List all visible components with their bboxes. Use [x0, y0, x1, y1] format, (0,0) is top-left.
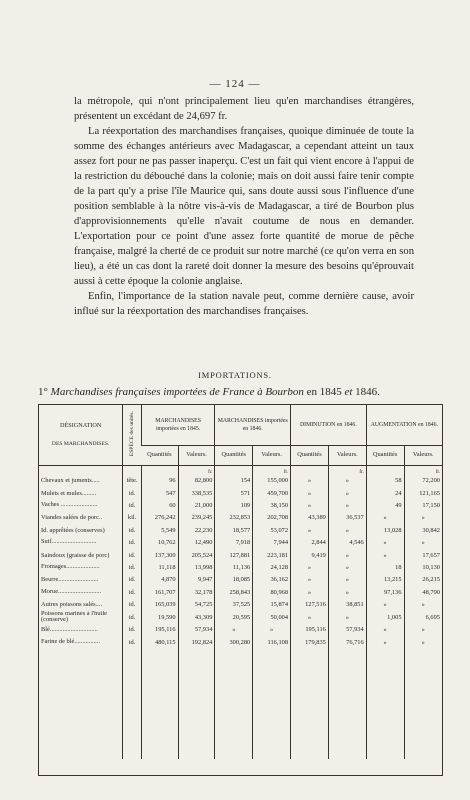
cell-vd: »: [328, 611, 366, 624]
cell-vd: »: [328, 475, 366, 487]
cell-qd: »: [291, 586, 329, 598]
section-title: IMPORTATIONS.: [198, 370, 272, 380]
col-group-diminution: DIMINUTION en 1846.: [291, 405, 367, 445]
cell-qd: »: [291, 574, 329, 586]
cell-q46: 37,525: [215, 598, 253, 610]
cell-q46: 18,577: [215, 524, 253, 536]
cell-q45: 4,870: [141, 574, 178, 586]
cell-qa: 58: [366, 475, 404, 487]
unit-row: [39, 465, 442, 475]
col-group-1846: MARCHANDISES importées en 1846.: [215, 405, 291, 445]
cell-v45: 9,947: [178, 574, 215, 586]
col-header-designation: [39, 405, 123, 465]
table-row: [39, 512, 442, 524]
cell-q46: 18,085: [215, 574, 253, 586]
col-header-valeurs: Valeurs.: [404, 445, 442, 465]
cell-unit: id.: [123, 524, 141, 536]
cell-v46: 50,004: [253, 611, 291, 624]
cell-v46: »: [253, 624, 291, 636]
cell-v45: 239,245: [178, 512, 215, 524]
cell-qa: »: [366, 512, 404, 524]
cell-va: 121,165: [404, 487, 442, 499]
cell-name: Beurre.........................: [41, 575, 99, 583]
cell-v46: 80,968: [253, 586, 291, 598]
cell-q45: 19,590: [141, 611, 178, 624]
cell-v46: 155,000: [253, 475, 291, 487]
cell-q46: 571: [215, 487, 253, 499]
cell-qd: 195,116: [291, 624, 329, 636]
cell-vd: »: [328, 574, 366, 586]
cell-va: 26,215: [404, 574, 442, 586]
cell-unit: id.: [123, 598, 141, 610]
cell-unit: id.: [123, 586, 141, 598]
cell-q46: 258,843: [215, 586, 253, 598]
cell-v46: 24,128: [253, 561, 291, 573]
designation-label: DÉSIGNATION: [60, 421, 102, 429]
cell-name: Mulets et mules.........: [41, 489, 97, 497]
imports-table: [38, 404, 443, 776]
cell-q46: 7,918: [215, 536, 253, 548]
cell-qd: 179,835: [291, 636, 329, 648]
cell-v46: 116,108: [253, 636, 291, 648]
cell-v45: 205,524: [178, 549, 215, 561]
cell-v46: 15,874: [253, 598, 291, 610]
cell-q45: 96: [141, 475, 178, 487]
col-header-espece: ESPÈCE des unités.: [123, 405, 141, 465]
table-row: [39, 499, 442, 511]
col-header-valeurs: Valeurs.: [328, 445, 366, 465]
cell-qa: 18: [366, 561, 404, 573]
cell-va: »: [404, 536, 442, 548]
cell-v45: 338,535: [178, 487, 215, 499]
cell-name: Chevaux et juments.....: [41, 477, 100, 485]
cell-qd: »: [291, 561, 329, 573]
cell-qa: »: [366, 598, 404, 610]
cell-v46: 202,708: [253, 512, 291, 524]
fr-label: fr.: [328, 465, 366, 475]
table-row: [39, 574, 442, 586]
cell-name: Blé..............................: [41, 625, 98, 633]
cell-qa: 13,028: [366, 524, 404, 536]
cell-qd: 9,419: [291, 549, 329, 561]
cell-v45: 12,490: [178, 536, 215, 548]
cell-q46: 300,280: [215, 636, 253, 648]
col-header-valeurs: Valeurs.: [178, 445, 215, 465]
cell-q46: 109: [215, 499, 253, 511]
cell-name: Morue...........................: [41, 587, 102, 595]
cell-vd: 76,716: [328, 636, 366, 648]
cell-v46: 7,944: [253, 536, 291, 548]
cell-v45: 54,725: [178, 598, 215, 610]
paragraph: La réexportation des marchandises françaises, quoique diminuée de toute la somme des échanges antérieurs avec Madagascar, a cependant atteint un taux assez fort pour ne pas passer inaperçu. C'est un fait qui vient encore à l'appui de la restriction du débouché dans la colonie; mais on doit aussi faire tenir compte de la part qu'y a prise l'île Maurice qui, sans doute aussi sous l'influence d'une position semblable à la nôtre vis-à-vis de Madagascar, a tiré de Bourbon plus d'approvisionnements qu'elle n'avait coutume de nous en demander. L'exportation pour ce point d'une assez forte quantité de morue de pêche française, malgré la cherté de ce produit sur notre marché (ce qu'on verra en son lieu), a été un cas dont la rareté doit donner la mesure des besoins qu'éprouvait aussi à cette époque la colonie anglaise.: [74, 126, 414, 287]
cell-name: Id. apprêtées (conserves): [41, 526, 105, 534]
cell-q46: 11,136: [215, 561, 253, 573]
cell-vd: »: [328, 499, 366, 511]
cell-q45: 161,707: [141, 586, 178, 598]
cell-v46: 459,700: [253, 487, 291, 499]
cell-v45: 43,309: [178, 611, 215, 624]
cell-name: Saindoux (graisse de porc): [41, 551, 110, 559]
table-row: [39, 598, 442, 610]
cell-unit: id.: [123, 561, 141, 573]
cell-unit: id.: [123, 611, 141, 624]
cell-va: 17,657: [404, 549, 442, 561]
cell-qa: 24: [366, 487, 404, 499]
cell-qd: »: [291, 499, 329, 511]
cell-qa: »: [366, 536, 404, 548]
cell-qa: 49: [366, 499, 404, 511]
cell-v45: 32,178: [178, 586, 215, 598]
table-row: [39, 549, 442, 561]
col-header-quantites: Quantités: [215, 445, 253, 465]
page-number: — 124 —: [209, 78, 261, 90]
cell-v45: 82,800: [178, 475, 215, 487]
cell-va: 10,130: [404, 561, 442, 573]
cell-unit: id.: [123, 624, 141, 636]
cell-q45: 480,115: [141, 636, 178, 648]
paragraph: Enfin, l'importance de la station navale peut, comme dernière cause, avoir influé sur la réexportation des marchandises françaises.: [74, 291, 414, 317]
cell-qd: »: [291, 524, 329, 536]
cell-qd: 127,516: [291, 598, 329, 610]
table-row: [39, 636, 442, 648]
cell-q45: 195,116: [141, 624, 178, 636]
cell-va: 30,842: [404, 524, 442, 536]
cell-q46: »: [215, 624, 253, 636]
cell-q45: 5,549: [141, 524, 178, 536]
cell-qa: »: [366, 549, 404, 561]
cell-va: »: [404, 598, 442, 610]
cell-vd: »: [328, 487, 366, 499]
cell-v45: 13,998: [178, 561, 215, 573]
cell-unit: id.: [123, 636, 141, 648]
cell-unit: id.: [123, 574, 141, 586]
cell-va: »: [404, 512, 442, 524]
cell-qd: »: [291, 611, 329, 624]
cell-unit: tête.: [123, 475, 141, 487]
cell-name: Suif............................: [41, 538, 97, 546]
cell-qa: »: [366, 636, 404, 648]
cell-v46: 36,162: [253, 574, 291, 586]
cell-qd: »: [291, 475, 329, 487]
cell-v46: 38,150: [253, 499, 291, 511]
cell-v45: 22,230: [178, 524, 215, 536]
cell-qd: »: [291, 487, 329, 499]
cell-q45: 137,300: [141, 549, 178, 561]
fr-label: fr.: [253, 465, 291, 475]
cell-v46: 223,181: [253, 549, 291, 561]
table-title-number: 1°: [38, 386, 51, 398]
cell-v46: 53,072: [253, 524, 291, 536]
cell-va: 72,200: [404, 475, 442, 487]
col-group-augmentation: AUGMENTATION en 1846.: [366, 405, 442, 445]
cell-q45: 165,039: [141, 598, 178, 610]
table-title-years: en 1845: [306, 386, 345, 398]
cell-q46: 20,595: [215, 611, 253, 624]
table-row: [39, 487, 442, 499]
cell-vd: »: [328, 524, 366, 536]
cell-vd: »: [328, 561, 366, 573]
cell-q46: 127,881: [215, 549, 253, 561]
cell-qa: 97,136: [366, 586, 404, 598]
fr-label: fr.: [404, 465, 442, 475]
table-title-conj: et: [344, 386, 356, 398]
des-marchandises-label: DES MARCHANDISES.: [51, 440, 110, 447]
cell-vd: 57,934: [328, 624, 366, 636]
cell-vd: 36,537: [328, 512, 366, 524]
cell-q45: 276,242: [141, 512, 178, 524]
cell-unit: id.: [123, 536, 141, 548]
cell-name: Viandes salées de porc..: [41, 514, 103, 522]
table-row: [39, 524, 442, 536]
cell-v45: 21,000: [178, 499, 215, 511]
table-row: [39, 475, 442, 487]
cell-va: »: [404, 624, 442, 636]
cell-q45: 60: [141, 499, 178, 511]
paragraph: la métropole, qui n'ont principalement lieu qu'en marchandises étrangères, présentent un excédant de 24,697 fr.: [74, 96, 414, 122]
cell-va: »: [404, 636, 442, 648]
cell-qa: 1,005: [366, 611, 404, 624]
col-header-quantites: Quantités: [291, 445, 329, 465]
table-title: [38, 386, 438, 398]
table-row: [39, 624, 442, 636]
body-text: [74, 94, 414, 319]
cell-unit: id.: [123, 487, 141, 499]
table-row: [39, 561, 442, 573]
table-row: [39, 586, 442, 598]
cell-v45: 57,934: [178, 624, 215, 636]
cell-vd: 4,546: [328, 536, 366, 548]
table-row: [39, 536, 442, 548]
col-header-valeurs: Valeurs.: [253, 445, 291, 465]
col-header-quantites: Quantités: [366, 445, 404, 465]
cell-qd: 2,844: [291, 536, 329, 548]
table-filler-row: [39, 649, 442, 759]
cell-q45: 10,762: [141, 536, 178, 548]
cell-q45: 547: [141, 487, 178, 499]
cell-unit: id.: [123, 549, 141, 561]
cell-name: Fromages.....................: [41, 563, 100, 571]
col-header-quantites: Quantités: [141, 445, 178, 465]
cell-name: Vaches .......................: [41, 501, 98, 509]
cell-unit: id.: [123, 499, 141, 511]
cell-va: 48,790: [404, 586, 442, 598]
cell-va: 17,150: [404, 499, 442, 511]
cell-v45: 192,824: [178, 636, 215, 648]
cell-vd: »: [328, 549, 366, 561]
table-row: [39, 611, 442, 624]
cell-unit: kil.: [123, 512, 141, 524]
cell-qd: 43,389: [291, 512, 329, 524]
cell-name: Autres poissons salés....: [41, 601, 103, 609]
cell-q46: 232,853: [215, 512, 253, 524]
cell-vd: 38,851: [328, 598, 366, 610]
cell-name: Poissons marinés à l'huile (conserve): [41, 610, 107, 624]
cell-name: Farine de blé................: [41, 638, 100, 646]
cell-q45: 11,118: [141, 561, 178, 573]
table-title-year2: 1846.: [355, 386, 380, 398]
cell-vd: »: [328, 586, 366, 598]
fr-label: fr.: [178, 465, 215, 475]
cell-q46: 154: [215, 475, 253, 487]
cell-va: 6,695: [404, 611, 442, 624]
table-title-text: Marchandises françaises importées de France à Bourbon: [50, 386, 307, 398]
col-group-1845: MARCHANDISES importées en 1845.: [141, 405, 215, 445]
cell-qa: »: [366, 624, 404, 636]
cell-qa: 13,215: [366, 574, 404, 586]
